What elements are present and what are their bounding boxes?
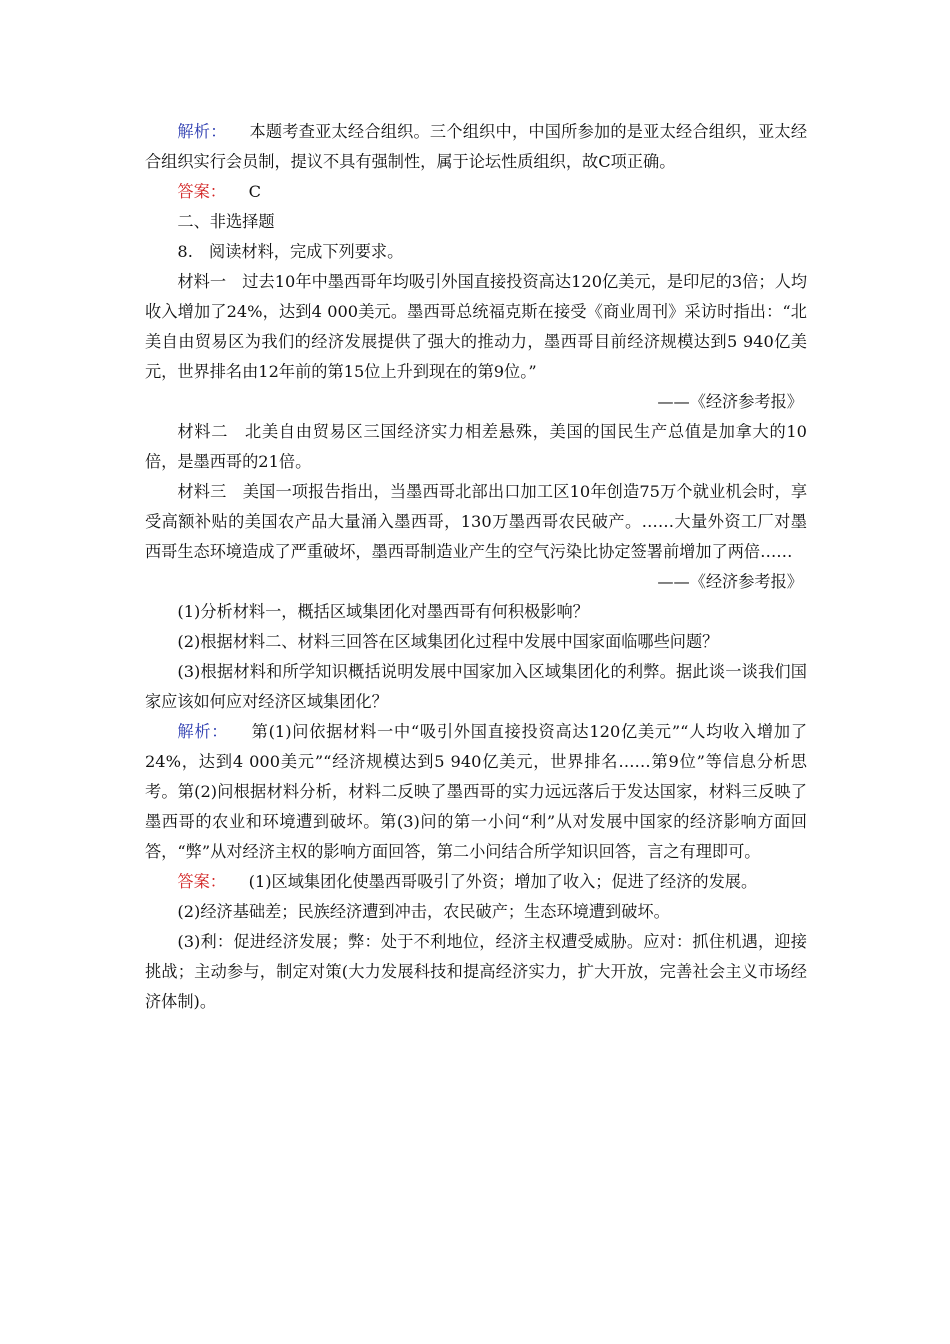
question-1: (1)分析材料一，概括区域集团化对墨西哥有何积极影响？ — [177, 602, 589, 621]
material-3-source: ——《经济参考报》 — [657, 572, 803, 591]
q8-answer-3: (3)利：促进经济发展；弊：处于不利地位，经济主权遭受威胁。应对：抓住机遇，迎接挑战；主动参与，制定对策(大力发展科技和提高经济实力，扩大开放，完善社会主义市场经济体制)。 — [145, 932, 807, 1011]
material-2-label: 材料二 — [177, 422, 229, 441]
q7-analysis — [145, 117, 807, 177]
analysis-text: 第(1)问依据材料一中“吸引外国直接投资高达120亿美元”“人均收入增加了24%，达到4 000美元”“经济规模达到5 940亿美元，世界排名……第9位”等信息分析思考。第(2)问根据材料分析，材料二反映了墨西哥的实力远远落后于发达国家，材料三反映了墨西哥的农业和环境遭到破坏。第(3)问的第一小问“利”从对发展中国家的经济影响方面回答，“弊”从对经济主权的影响方面回答，第二小问结合所学知识回答，言之有理即可。 — [145, 722, 808, 861]
material-1-label: 材料一 — [177, 272, 227, 291]
analysis-label: 解析： — [177, 722, 229, 741]
answer-label: 答案： — [177, 182, 226, 201]
question-3: (3)根据材料和所学知识概括说明发展中国家加入区域集团化的利弊。据此谈一谈我们国家应该如何应对经济区域集团化？ — [145, 662, 807, 711]
material-1-source: ——《经济参考报》 — [657, 392, 803, 411]
material-2 — [145, 417, 807, 477]
document-page — [145, 117, 807, 1017]
q8-stem: 8. 阅读材料，完成下列要求。 — [177, 242, 404, 261]
section-title: 二、非选择题 — [177, 212, 275, 231]
q8-answer-1 — [145, 867, 807, 897]
material-1-text: 过去10年中墨西哥年均吸引外国直接投资高达120亿美元，是印尼的3倍；人均收入增加了24%，达到4 000美元。墨西哥总统福克斯在接受《商业周刊》采访时指出：“北美自由贸易区为我们的经济发展提供了强大的推动力，墨西哥目前经济规模达到5 940亿美元，世界排名由12年前的第15位上升到现在的第9位。” — [145, 272, 808, 381]
q8-answer-2: (2)经济基础差；民族经济遭到冲击，农民破产；生态环境遭到破坏。 — [177, 902, 670, 921]
analysis-label: 解析： — [177, 122, 227, 141]
material-2-text: 北美自由贸易区三国经济实力相差悬殊，美国的国民生产总值是加拿大的10倍，是墨西哥的21倍。 — [145, 422, 807, 471]
material-3-text: 美国一项报告指出，当墨西哥北部出口加工区10年创造75万个就业机会时，享受高额补贴的美国农产品大量涌入墨西哥，130万墨西哥农民破产。……大量外资工厂对墨西哥生态环境造成了严重破坏，墨西哥制造业产生的空气污染比协定签署前增加了两倍…… — [145, 482, 808, 561]
analysis-text: 本题考查亚太经合组织。三个组织中，中国所参加的是亚太经合组织，亚太经合组织实行会员制，提议不具有强制性，属于论坛性质组织，故C项正确。 — [145, 122, 808, 171]
answer-text: C — [248, 182, 262, 201]
material-1 — [145, 267, 807, 387]
answer-1-text: (1)区域集团化使墨西哥吸引了外资；增加了收入；促进了经济的发展。 — [248, 872, 758, 891]
q8-analysis — [145, 717, 807, 867]
q7-answer — [145, 177, 807, 207]
material-3 — [145, 477, 807, 567]
material-3-label: 材料三 — [177, 482, 227, 501]
question-2: (2)根据材料二、材料三回答在区域集团化过程中发展中国家面临哪些问题？ — [177, 632, 719, 651]
answer-label: 答案： — [177, 872, 226, 891]
